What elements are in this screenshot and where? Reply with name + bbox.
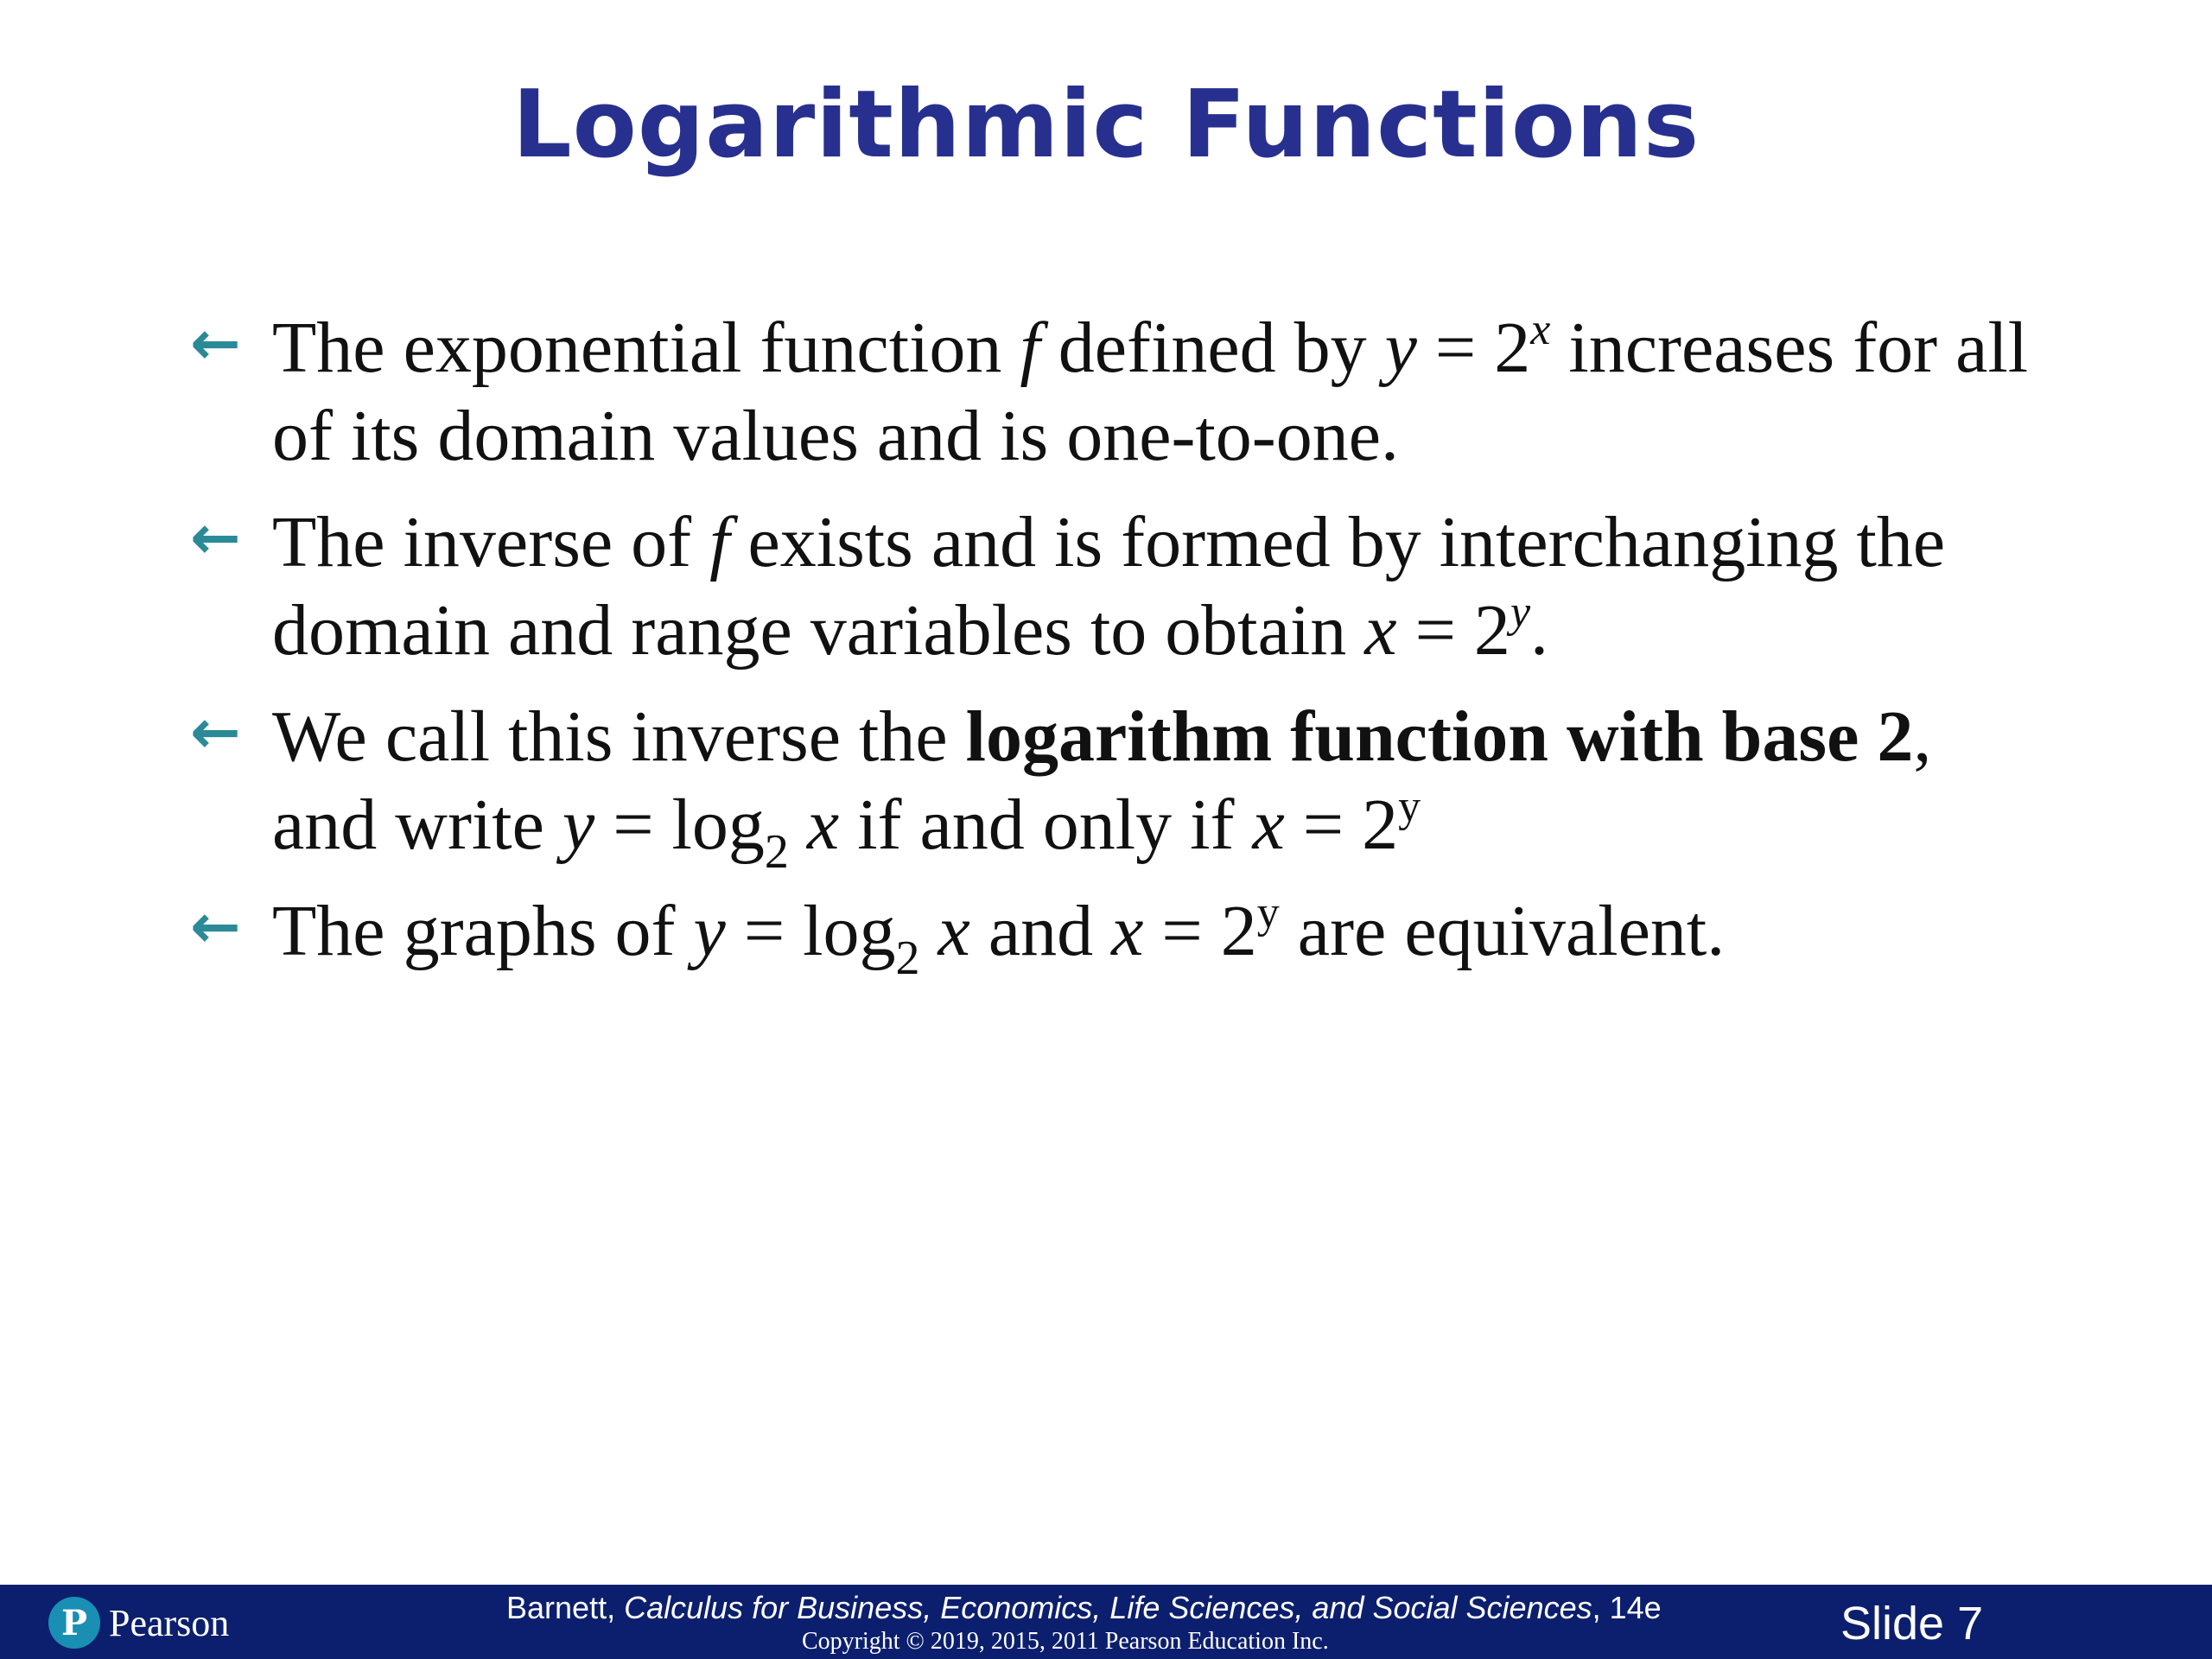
slide-number: Slide 7 — [1840, 1598, 1984, 1649]
left-arrow-bullet-icon: ← — [190, 502, 241, 573]
pearson-logo-icon: P — [48, 1597, 100, 1649]
left-arrow-bullet-icon: ← — [190, 891, 241, 962]
book-citation: Barnett, Calculus for Business, Economics, Life Sciences, and Social Sciences, 14e — [506, 1590, 1662, 1625]
left-arrow-bullet-icon: ← — [190, 696, 241, 767]
pearson-logo — [48, 1595, 229, 1650]
bold-term: logarithm function with base 2 — [965, 696, 1914, 777]
bullet-item: ← The exponential function f defined by $y = 2^x$ increases for all of its domain values and is one-to-one. — [190, 305, 2029, 476]
footer-bar — [0, 1585, 2212, 1659]
bullet-item: ← The inverse of f exists and is formed by interchanging the domain and range variables to obtain $x = 2^y$. — [190, 499, 2048, 675]
copyright-notice: Copyright © 2019, 2015, 2011 Pearson Education Inc. — [802, 1628, 1329, 1655]
bullet-list — [190, 304, 2048, 994]
left-arrow-bullet-icon: ← — [190, 308, 241, 378]
pearson-logo-text: Pearson — [109, 1601, 230, 1644]
bullet-item: ← The graphs of $y = \log_2 x$ and $x = 2^y$ are equivalent. — [190, 888, 1726, 985]
bullet-item: ← We call this inverse the logarithm function with base 2, and write $y = \log_2 x$ if and only if $x = 2^y$ — [190, 693, 2048, 869]
slide-title: Logarithmic Functions — [512, 71, 1700, 179]
